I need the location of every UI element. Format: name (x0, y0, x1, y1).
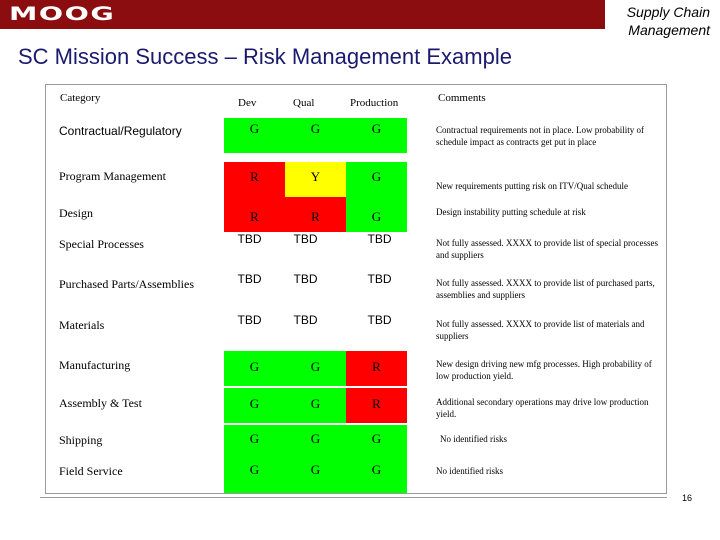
row-comment: New requirements putting risk on ITV/Qual schedule (436, 181, 628, 191)
row-comment: Contractual requirements not in place. Low probability of schedule impact as contracts get put in place (436, 125, 644, 147)
row-comment: New design driving new mfg processes. High probability of low production yield. (436, 359, 652, 381)
row-comment: Not fully assessed. XXXX to provide list of special processes and suppliers (436, 238, 658, 260)
department-line-2: Management (628, 22, 710, 38)
row-comment: Not fully assessed. XXXX to provide list of purchased parts, assemblies and suppliers (436, 278, 655, 300)
department-line-1: Supply Chain (626, 4, 710, 20)
row-category: Field Service (59, 464, 123, 478)
page-number: 16 (681, 493, 692, 503)
row-category: Shipping (59, 433, 103, 447)
status-production: TBD (367, 313, 392, 327)
column-header-comments: Comments (438, 92, 486, 104)
row-comment: Not fully assessed. XXXX to provide list of materials and suppliers (436, 319, 645, 341)
status-qual: G (285, 425, 346, 460)
column-header-category: Category (60, 92, 101, 104)
row-category: Manufacturing (59, 358, 131, 372)
status-production: G (346, 118, 407, 153)
row-category: Assembly & Test (59, 396, 142, 410)
status-dev: G (224, 351, 285, 386)
column-header-dev: Dev (238, 97, 257, 109)
status-dev: G (224, 458, 285, 493)
department-label (627, 3, 710, 39)
status-qual: R (285, 197, 346, 232)
status-qual: G (285, 458, 346, 493)
status-production: TBD (367, 232, 392, 246)
status-production: G (346, 197, 407, 232)
status-qual: G (285, 388, 346, 423)
status-qual: G (285, 118, 346, 153)
row-category: Special Processes (59, 237, 144, 251)
row-comment: Additional secondary operations may drive low production yield. (436, 397, 649, 419)
status-qual: Y (285, 162, 346, 197)
status-dev: TBD (237, 232, 262, 246)
header-bar (0, 0, 605, 29)
row-category: Contractual/Regulatory (59, 124, 182, 138)
moog-logo: MOOG (9, 3, 116, 25)
row-category: Materials (59, 318, 105, 332)
status-qual: TBD (293, 232, 318, 246)
status-qual: G (285, 351, 346, 386)
status-dev: R (224, 162, 285, 197)
column-header-qual: Qual (293, 97, 315, 109)
status-dev: TBD (237, 313, 262, 327)
row-comment: No identified risks (436, 466, 503, 476)
slide-title: SC Mission Success – Risk Management Example (18, 44, 512, 69)
status-production: R (346, 388, 407, 423)
status-production: R (346, 351, 407, 386)
status-production: G (346, 458, 407, 493)
status-production: G (346, 162, 407, 197)
status-dev: G (224, 388, 285, 423)
status-production: G (346, 425, 407, 460)
row-category: Design (59, 206, 93, 220)
status-qual: TBD (293, 313, 318, 327)
status-dev: TBD (237, 272, 262, 286)
column-header-production: Production (350, 97, 399, 109)
status-qual: TBD (293, 272, 318, 286)
row-comment: No identified risks (440, 434, 507, 444)
status-dev: R (224, 197, 285, 232)
footer-divider (40, 497, 667, 498)
status-dev: G (224, 425, 285, 460)
status-production: TBD (367, 272, 392, 286)
row-comment: Design instability putting schedule at risk (436, 207, 586, 217)
row-category: Program Management (59, 169, 166, 183)
row-category: Purchased Parts/Assemblies (59, 277, 194, 291)
status-dev: G (224, 118, 285, 153)
